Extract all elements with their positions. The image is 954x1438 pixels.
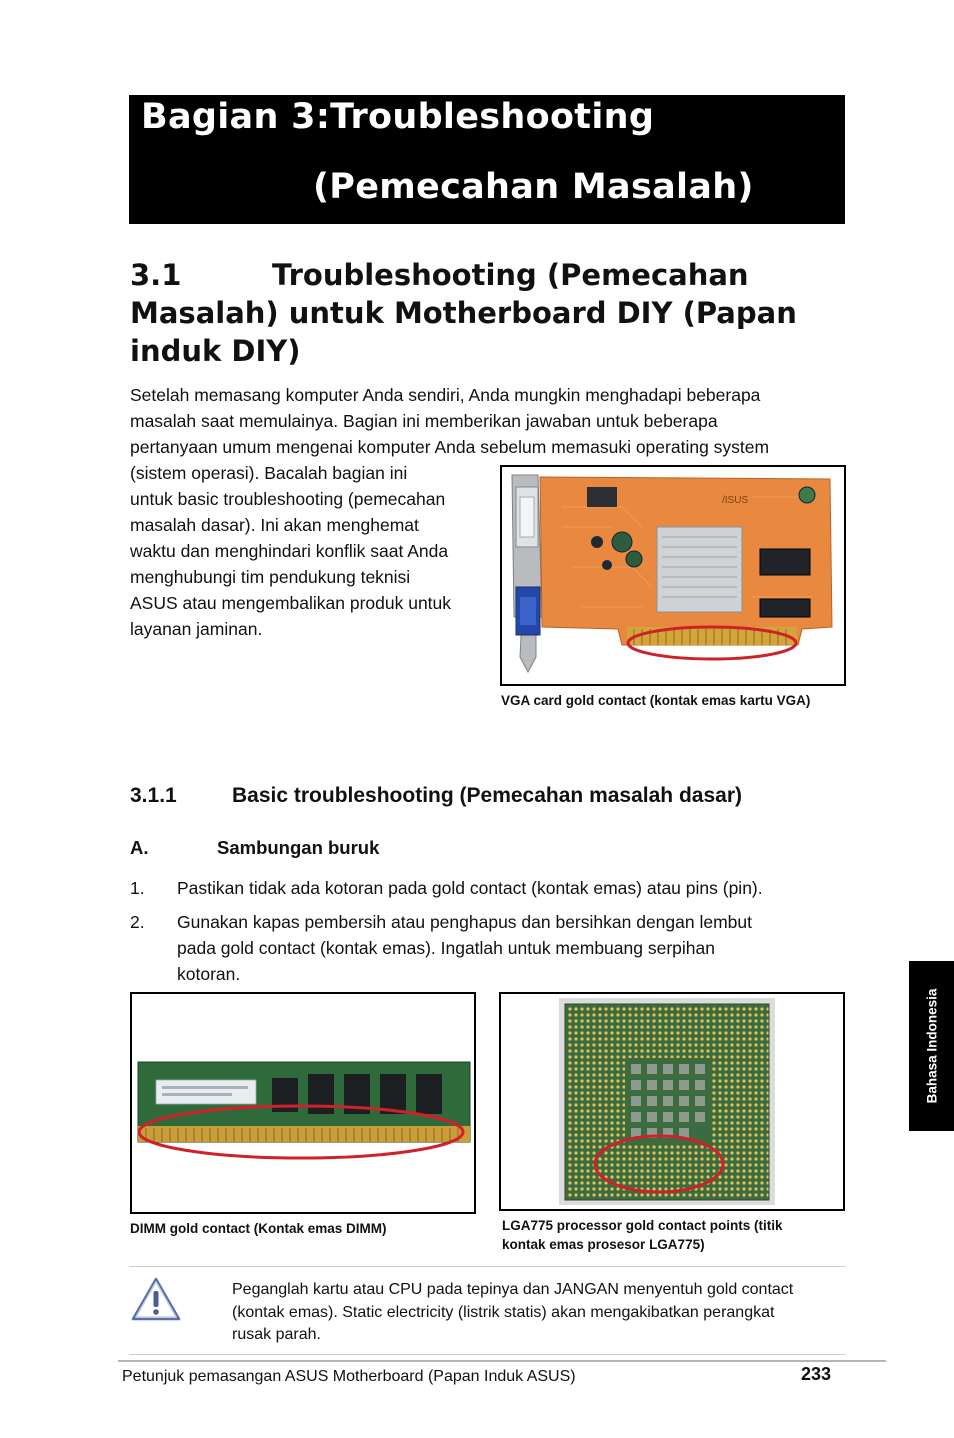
intro-paragraph — [130, 382, 850, 460]
chapter-title-line2: (Pemecahan Masalah) — [313, 167, 754, 207]
section-heading — [130, 256, 830, 370]
vga-card-illustration — [502, 467, 844, 684]
warning-line: (kontak emas). Static electricity (listrik statis) akan mengakibatkan perangkat — [232, 1303, 775, 1321]
page-number: 233 — [801, 1364, 832, 1384]
intro-line: (sistem operasi). Bacalah bagian ini — [130, 463, 408, 483]
section-title-line2: Masalah) untuk Motherboard DIY (Papan — [130, 296, 797, 330]
intro-line: menghubungi tim pendukung teknisi — [130, 567, 411, 587]
step-text: Gunakan kapas pembersih atau penghapus dan bersihkan dengan lembut — [177, 912, 752, 932]
step-number: 2. — [130, 912, 145, 932]
cpu-illustration — [501, 994, 843, 1209]
step-number: 1. — [130, 878, 145, 898]
dimm-photo — [130, 992, 476, 1214]
step-text: Pastikan tidak ada kotoran pada gold contact (kontak emas) atau pins (pin). — [177, 878, 763, 898]
subsection-heading — [130, 784, 742, 808]
warning-line: Peganglah kartu atau CPU pada tepinya dan JANGAN menyentuh gold contact — [232, 1281, 794, 1298]
dimm-caption: DIMM gold contact (Kontak emas DIMM) — [130, 1221, 387, 1236]
vga-caption: VGA card gold contact (kontak emas kartu VGA) — [501, 693, 811, 708]
warning-line: rusak parah. — [232, 1326, 321, 1343]
intro-line: layanan jaminan. — [130, 619, 263, 639]
intro-line: masalah dasar). Ini akan menghemat — [130, 515, 419, 535]
intro-line: masalah saat memulainya. Bagian ini memberikan jawaban untuk beberapa — [130, 411, 718, 431]
dimm-illustration — [132, 994, 474, 1212]
note-divider-bottom — [129, 1354, 845, 1355]
intro-line: untuk basic troubleshooting (pemecahan — [130, 489, 446, 509]
language-label: Bahasa Indonesia — [924, 988, 939, 1104]
language-side-tab — [909, 961, 954, 1131]
cpu-caption-line: kontak emas prosesor LGA775) — [502, 1237, 705, 1252]
intro-line: Setelah memasang komputer Anda sendiri, Anda mungkin menghadapi beberapa — [130, 385, 761, 405]
section-title-line3: induk DIY) — [130, 334, 301, 368]
step-text: kotoran. — [177, 964, 241, 984]
vga-board-label: /ISUS — [722, 495, 749, 506]
warning-triangle-icon — [130, 1276, 182, 1322]
part-a-title: Sambungan buruk — [217, 837, 380, 858]
note-divider-top — [129, 1266, 845, 1267]
intro-line: pertanyaan umum mengenai komputer Anda sebelum memasuki operating system — [130, 437, 770, 457]
vga-card-photo — [500, 465, 846, 686]
cpu-caption — [502, 1216, 842, 1254]
footer-rule — [118, 1360, 886, 1362]
chapter-banner — [129, 95, 845, 224]
list-item — [130, 909, 850, 987]
section-title-line1: Troubleshooting (Pemecahan — [272, 258, 749, 292]
part-a-letter: A. — [130, 837, 149, 858]
chapter-title-line1: Bagian 3:Troubleshooting — [141, 97, 655, 137]
subsection-number: 3.1.1 — [130, 784, 177, 807]
footer-text: Petunjuk pemasangan ASUS Motherboard (Papan Induk ASUS) — [122, 1368, 576, 1385]
cpu-photo — [499, 992, 845, 1211]
intro-paragraph-wrapped — [130, 460, 500, 642]
intro-line: waktu dan menghindari konflik saat Anda — [130, 541, 449, 561]
list-item — [130, 875, 850, 901]
intro-line: ASUS atau mengembalikan produk untuk — [130, 593, 452, 613]
part-a-heading — [130, 837, 379, 859]
section-number: 3.1 — [130, 258, 182, 292]
cpu-caption-line: LGA775 processor gold contact points (titik — [502, 1218, 783, 1233]
subsection-title: Basic troubleshooting (Pemecahan masalah dasar) — [232, 784, 742, 807]
step-text: pada gold contact (kontak emas). Ingatlah untuk membuang serpihan — [177, 938, 715, 958]
warning-text — [232, 1279, 847, 1347]
